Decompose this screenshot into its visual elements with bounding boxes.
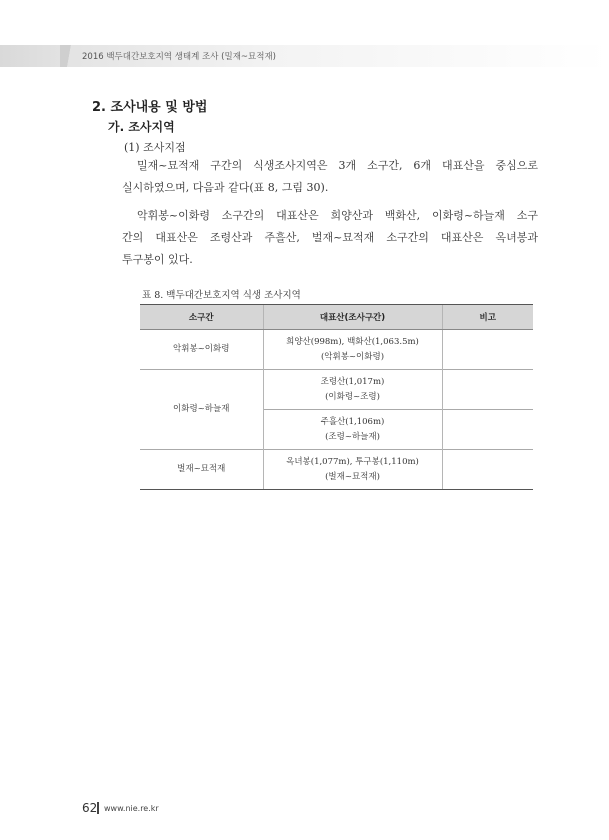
- section-heading: 2. 조사내용 및 방법: [92, 100, 208, 115]
- section-cell: 이화령~하늘재: [140, 370, 263, 450]
- note-cell: [442, 450, 533, 490]
- footer-divider: [97, 802, 99, 814]
- column-header-note: 비고: [442, 305, 533, 330]
- mountain-name: 주흘산(1,106m): [320, 416, 385, 427]
- mountain-cell: [263, 330, 442, 370]
- note-cell: [442, 410, 533, 450]
- column-header-section: 소구간: [140, 305, 263, 330]
- item-heading: (1) 조사지점: [124, 141, 186, 154]
- table-row: [140, 370, 533, 410]
- subsection-heading: 가. 조사지역: [108, 120, 175, 134]
- survey-segment: (벌재~묘적재): [325, 471, 380, 482]
- paragraph-survey-overview: [122, 155, 538, 199]
- paragraph-representative-mountains: [122, 205, 538, 271]
- survey-segment: (조령~하늘재): [325, 431, 380, 442]
- paragraph-line: 악휘봉~이화령 소구간의 대표산은 희양산과 백화산, 이화령~하늘재 소구: [137, 209, 538, 222]
- section-cell: 악휘봉~이화령: [140, 330, 263, 370]
- page-number: 62: [82, 801, 98, 815]
- table-header-row: [140, 305, 533, 330]
- table-row: [140, 450, 533, 490]
- mountain-cell: [263, 410, 442, 450]
- survey-segment: (악휘봉~이화령): [320, 351, 385, 362]
- survey-area-table: [140, 304, 533, 490]
- running-header-accent: [60, 45, 80, 67]
- footer-url: www.nie.re.kr: [104, 804, 159, 813]
- paragraph-line: 밀재~묘적재 구간의 식생조사지역은 3개 소구간, 6개 대표산을 중심으로: [137, 159, 538, 172]
- running-header-title: 2016 백두대간보호지역 생태계 조사 (밀재~묘적재): [82, 52, 276, 62]
- paragraph-line: 투구봉이 있다.: [122, 253, 193, 266]
- mountain-cell: [263, 370, 442, 410]
- table-caption: 표 8. 백두대간보호지역 식생 조사지역: [142, 290, 301, 301]
- mountain-cell: [263, 450, 442, 490]
- paragraph-line: 실시하였으며, 다음과 같다(표 8, 그림 30).: [122, 181, 329, 194]
- mountain-name: 옥녀봉(1,077m), 투구봉(1,110m): [286, 456, 419, 467]
- paragraph-line: 간의 대표산은 조령산과 주흘산, 벌재~묘적재 소구간의 대표산은 옥녀봉과: [122, 231, 538, 244]
- note-cell: [442, 330, 533, 370]
- mountain-name: 조령산(1,017m): [320, 376, 385, 387]
- mountain-name: 희양산(998m), 백화산(1,063.5m): [286, 336, 419, 347]
- section-cell: 벌재~묘적재: [140, 450, 263, 490]
- table-row: [140, 330, 533, 370]
- survey-segment: (이화령~조령): [325, 391, 380, 402]
- note-cell: [442, 370, 533, 410]
- column-header-mountain: 대표산(조사구간): [263, 305, 442, 330]
